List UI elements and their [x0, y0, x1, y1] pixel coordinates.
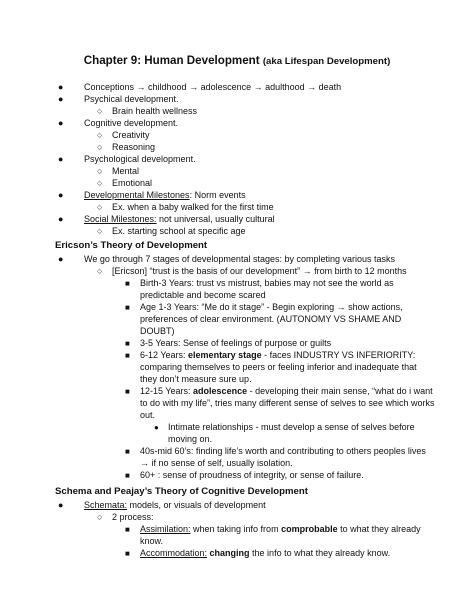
list-item: Emotional	[112, 178, 153, 188]
bullet-icon: ●	[58, 94, 64, 104]
title-subtitle: (aka Lifespan Development)	[262, 56, 391, 67]
list-item-line: 60+ : sense of proudness of integrity, or sense of failure.	[140, 470, 364, 480]
section-heading-piaget: Schema and Peajay’s Theory of Cognitive Development	[55, 486, 308, 497]
square-bullet-icon: ■	[125, 447, 130, 456]
list-item: Ex. starting school at specific age	[112, 226, 246, 236]
circle-bullet-icon: ○	[97, 130, 103, 140]
list-item	[84, 214, 275, 225]
term-accommodation: Accommodation:	[140, 548, 208, 558]
emphasis-text: elementary stage	[188, 350, 262, 360]
text: when taking info from	[190, 524, 282, 534]
emphasis-text: comprobable	[281, 524, 338, 534]
text: the info to what they already know.	[249, 548, 391, 558]
square-bullet-icon: ■	[125, 525, 130, 534]
list-item-line: → if no sense of self, usually isolation.	[140, 458, 293, 468]
text: - developing their main sense, “what do i want	[247, 386, 433, 396]
list-item: Conceptions → childhood → adolescence → adulthood → death	[84, 82, 342, 92]
list-item: Psychical development.	[84, 94, 179, 104]
text: 12-15 Years:	[140, 386, 194, 396]
square-bullet-icon: ■	[125, 549, 130, 558]
text: - faces INDUSTRY VS INFERIORITY:	[261, 350, 416, 360]
square-bullet-icon: ■	[125, 351, 130, 360]
list-item: Cognitive development.	[84, 118, 179, 128]
list-item-line: Intimate relationships - must develop a sense of selves before	[168, 422, 415, 432]
list-item-line: 40s-mid 60’s: finding life’s worth and contributing to others peoples lives	[140, 446, 426, 456]
text: not universal, usually cultural	[156, 214, 275, 224]
term-social-milestones: Social Milestones:	[84, 214, 157, 224]
list-item-line: preferences of clear environment. (AUTONOMY VS SHAME AND	[140, 314, 402, 324]
list-item-line: predictable and become scared	[140, 290, 266, 300]
bullet-icon: ●	[58, 190, 64, 200]
list-item: Psychological development.	[84, 154, 196, 164]
list-item-line: know.	[140, 536, 164, 546]
text: models, or visuals of development	[127, 500, 266, 510]
list-item: We go through 7 stages of developmental stages: by completing various tasks	[84, 254, 396, 264]
bullet-icon: ●	[58, 500, 64, 510]
list-item	[84, 500, 266, 511]
emphasis-text: changing	[209, 548, 250, 558]
list-item-line: moving on.	[168, 434, 213, 444]
list-item-line: they don’t measure sure up.	[140, 374, 252, 384]
list-item-line: Age 1-3 Years: “Me do it stage” - Begin exploring → show actions,	[140, 302, 403, 312]
circle-bullet-icon: ○	[97, 106, 103, 116]
list-item-line: to do with my life”, tries many different sense of selves to see which works	[140, 398, 435, 408]
square-bullet-icon: ■	[125, 471, 130, 480]
square-bullet-icon: ■	[125, 279, 130, 288]
list-item-line: out.	[140, 410, 156, 420]
list-item: [Ericson] “trust is the basis of our development” → from birth to 12 months	[112, 266, 407, 276]
bullet-icon: ●	[58, 254, 64, 264]
list-item: Brain health wellness	[112, 106, 198, 116]
circle-bullet-icon: ○	[97, 226, 103, 236]
list-item-line: Birth-3 Years: trust vs mistrust, babies may not see the world as	[140, 278, 394, 288]
list-item-line: DOUBT)	[140, 326, 175, 336]
term-assimilation: Assimilation:	[140, 524, 191, 534]
circle-bullet-icon: ○	[97, 178, 103, 188]
bullet-icon: ●	[58, 154, 64, 164]
text: : Norm events	[189, 190, 246, 200]
circle-bullet-icon: ○	[97, 142, 103, 152]
text: 6-12 Years:	[140, 350, 189, 360]
title-main: Chapter 9: Human Development	[83, 54, 260, 67]
square-bullet-icon: ■	[125, 303, 130, 312]
list-item: 2 process:	[112, 512, 154, 522]
list-item: Creativity	[112, 130, 150, 140]
bullet-icon: ●	[58, 118, 64, 128]
circle-bullet-icon: ○	[97, 166, 103, 176]
page-title	[0, 54, 474, 67]
square-bullet-icon: ■	[125, 387, 130, 396]
circle-bullet-icon: ○	[97, 202, 103, 212]
bullet-icon: ●	[58, 82, 64, 92]
list-item-line	[140, 350, 415, 361]
list-item-line	[140, 386, 433, 397]
list-item-line: 3-5 Years: Sense of feelings of purpose or guilts	[140, 338, 332, 348]
circle-bullet-icon: ○	[97, 512, 103, 522]
text: to what they already	[337, 524, 421, 534]
bullet-icon: ●	[58, 214, 64, 224]
section-heading-erikson: Ericson’s Theory of Development	[55, 240, 208, 251]
emphasis-text: adolescence	[193, 386, 248, 396]
list-item-line	[140, 524, 421, 535]
list-item-line: comparing themselves to peers or feeling inferior and inadequate that	[140, 362, 417, 372]
list-item-line	[140, 548, 390, 559]
list-item: Reasoning	[112, 142, 156, 152]
square-bullet-icon: ■	[125, 339, 130, 348]
term-schemata: Schemata:	[84, 500, 128, 510]
list-item: Mental	[112, 166, 140, 176]
term-developmental-milestones: Developmental Milestones	[84, 190, 190, 200]
list-item: Ex. when a baby walked for the first time	[112, 202, 274, 212]
circle-bullet-icon: ○	[97, 266, 103, 276]
bullet-icon: ●	[154, 423, 159, 432]
list-item	[84, 190, 246, 201]
